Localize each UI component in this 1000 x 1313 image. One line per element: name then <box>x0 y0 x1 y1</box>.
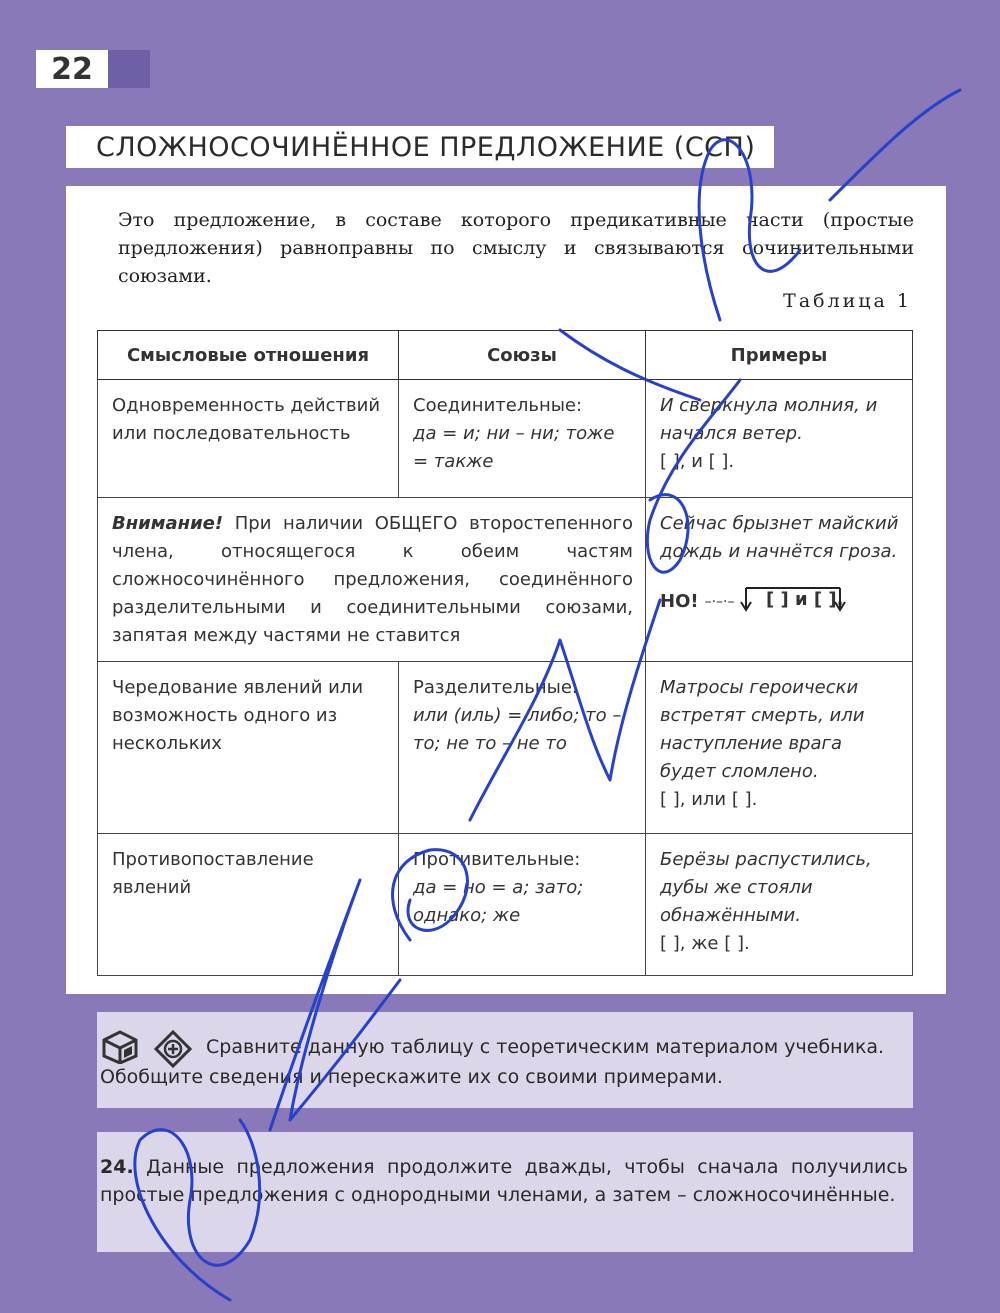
example-cell <box>646 498 913 662</box>
table-header-row <box>98 331 913 380</box>
conjunction-cell <box>399 834 646 976</box>
conjunction-type: Разделительные: <box>413 677 578 698</box>
conjunction-table <box>97 330 913 976</box>
conjunction-cell <box>399 662 646 834</box>
example-text: Берёзы распустились, дубы же стояли обнажёнными. <box>660 849 872 926</box>
relation-cell: Чередование явлений или возможность одного из нескольких <box>98 662 399 834</box>
page-number-text: 22 <box>51 51 93 87</box>
example-scheme: [ ], или [ ]. <box>660 789 758 810</box>
arrow-scheme <box>740 582 860 616</box>
example-cell <box>646 834 913 976</box>
example-text: Сейчас брызнет майский дождь и начнётся гроза. <box>660 513 899 562</box>
scheme-rest: [ ] и [ ]. <box>766 589 844 610</box>
example-scheme: [ ], же [ ]. <box>660 933 750 954</box>
header-relations: Смысловые отношения <box>98 331 399 380</box>
conjunction-cell <box>399 380 646 498</box>
arrow-icon <box>740 582 860 616</box>
page-number-tab <box>108 50 150 88</box>
attention-cell <box>98 498 646 662</box>
exercise-number: 24. <box>100 1156 134 1178</box>
page-number <box>36 50 108 88</box>
attention-word: Внимание! <box>112 513 224 534</box>
task-text: Сравните данную таблицу с теоретическим материалом учебника. Обобщите сведения и перескажите их со своими примерами. <box>100 1036 885 1088</box>
relation-cell: Одновременность действий или последовательность <box>98 380 399 498</box>
scheme-prefix: НО! <box>660 591 699 612</box>
conjunction-list: да = и; ни – ни; тоже = также <box>413 423 615 472</box>
table-caption: Таблица 1 <box>783 290 912 312</box>
example-text: И сверкнула молния, и начался ветер. <box>660 395 878 444</box>
example-text: Матросы героически встретят смерть, или наступление врага будет сломлено. <box>660 677 865 782</box>
conjunction-type: Соединительные: <box>413 395 583 416</box>
table-row <box>98 380 913 498</box>
table-row <box>98 834 913 976</box>
table-row <box>98 662 913 834</box>
example-cell <box>646 380 913 498</box>
definition-text: Это предложение, в составе которого предикативные части (простые предложения) равноправны по смыслу и связываются сочинительными союзами. <box>118 209 914 287</box>
example-scheme: [ ], и [ ]. <box>660 451 735 472</box>
attention-text: При наличии ОБЩЕГО второстепенного члена, относящегося к обеим частям сложносочинённого предложения, соединённого разделительными и соединительными союзами, запятая между частями не ставится <box>112 513 633 646</box>
header-conjunctions: Союзы <box>399 331 646 380</box>
table-row <box>98 498 913 662</box>
page-title: СЛОЖНОСОЧИНЁННОЕ ПРЕДЛОЖЕНИЕ (ССП) <box>96 131 756 163</box>
header-examples: Примеры <box>646 331 913 380</box>
conjunction-type: Противительные: <box>413 849 581 870</box>
scheme-dash: –·–·– <box>704 594 735 610</box>
conjunction-list: да = но = а; зато; однако; же <box>413 877 584 926</box>
page-title-bar <box>66 126 774 168</box>
exercise-text <box>100 1153 908 1209</box>
conjunction-list: или (иль) = либо; то – то; не то – не то <box>413 705 622 754</box>
relation-cell: Противопоставление явлений <box>98 834 399 976</box>
example-cell <box>646 662 913 834</box>
exercise-body: Данные предложения продолжите дважды, чтобы сначала получились простые предложения с однородными членами, а затем – сложносочинённые. <box>100 1156 908 1206</box>
